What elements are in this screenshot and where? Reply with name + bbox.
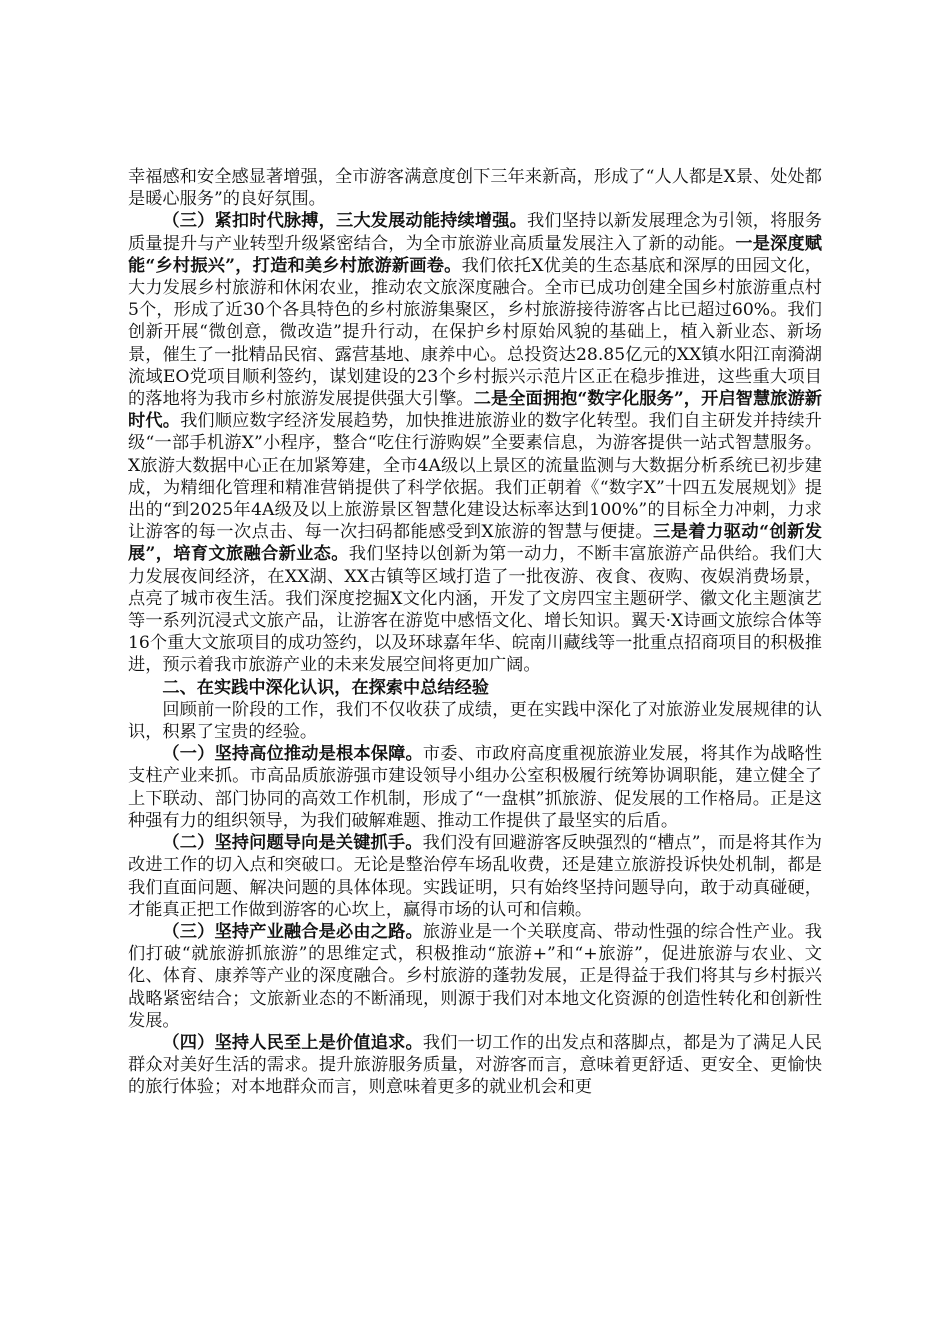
section-subheading: （三）坚持产业融合是必由之路。 (162, 921, 423, 942)
paragraph-text: 我们没有回避游客反映强烈的“槽点”，而是将其作为改进工作的切入点和突破口。无论是整治停车场乱收费，还是建立旅游投诉快处机制，都是我们直面问题、解决问题的具体体现。实践证明，只有始终坚持问题导向，敢于动真碰硬，才能真正把工作做到游客的心坎上，赢得市场的认可和信赖。 (128, 833, 822, 920)
paragraph-review: 回顾前一阶段的工作，我们不仅收获了成绩，更在实践中深化了对旅游业发展规律的认识，积累了宝贵的经验。 (128, 699, 822, 743)
bold-point: 二是全面拥抱“数字化服务”，开启智慧旅游新时代。 (128, 389, 822, 432)
section-subheading: （四）坚持人民至上是价值追求。 (162, 1032, 423, 1053)
section-subheading: （一）坚持高位推动是根本保障。 (162, 744, 423, 765)
paragraph-text: 我们顺应数字经济发展趋势，加快推进旅游业的数字化转型。我们自主研发并持续升级“一部手机游X”小程序，整合“吃住行游购娱”全要素信息，为游客提供一站式智慧服务。X旅游大数据中心正在加紧筹建，全市4A级以上景区的流量监测与大数据分析系统已初步建成，为精细化管理和精准营销提供了科学依据。我们正朝着《“数字X”十四五发展规划》提出的“到2025年4A级及以上旅游景区智慧化建设达标率达到100%”的目标全力冲刺，力求让游客的每一次点击、每一次扫码都能感受到X旅游的智慧与便捷。 (128, 411, 822, 543)
section-heading-two: 二、在实践中深化认识，在探索中总结经验 (162, 677, 489, 698)
paragraph-text: 市委、市政府高度重视旅游业发展，将其作为战略性支柱产业来抓。市高品质旅游强市建设领导小组办公室积极履行统筹协调职能，建立健全了上下联动、部门协同的高效工作机制，形成了“一盘棋”抓旅游、促发展的工作格局。正是这种强有力的组织领导，为我们破解难题、推动工作提供了最坚实的后盾。 (128, 744, 822, 831)
section-subheading: （三）紧扣时代脉搏，三大发展动能持续增强。 (162, 211, 527, 232)
document-page (128, 166, 822, 1099)
paragraph-experience-3 (128, 921, 822, 1032)
paragraph-experience-1 (128, 743, 822, 832)
bold-point: 一是深度赋能“乡村振兴”，打造和美乡村旅游新画卷。 (128, 233, 822, 276)
paragraph-text: 我们依托X优美的生态基底和深厚的田园文化，大力发展乡村旅游和休闲农业，推动农文旅深度融合。全市已成功创建全国乡村旅游重点村5个，形成了近30个各具特色的乡村旅游集聚区，乡村旅游接待游客占比已超过60%。我们创新开展“微创意，微改造”提升行动，在保护乡村原始风貌的基础上，植入新业态、新场景，催生了一批精品民宿、露营基地、康养中心。总投资达28.85亿元的XX镇水阳江南漪湖流域EO党项目顺利签约，谋划建设的23个乡村振兴示范片区正在稳步推进，这些重大项目的落地将为我市乡村旅游发展提供强大引擎。 (128, 255, 822, 410)
paragraph-text: 旅游业是一个关联度高、带动性强的综合性产业。我们打破“就旅游抓旅游”的思维定式，积极推动“旅游+”和“+旅游”，促进旅游与农业、文化、体育、康养等产业的深度融合。乡村旅游的蓬勃发展，正是得益于我们将其与乡村振兴战略紧密结合；文旅新业态的不断涌现，则源于我们对本地文化资源的创造性转化和创新性发展。 (128, 921, 822, 1031)
paragraph-experience-4 (128, 1032, 822, 1099)
paragraph-three-drivers (128, 210, 822, 676)
bold-point: 三是着力驱动“创新发展”，培育文旅融合新业态。 (128, 522, 822, 565)
paragraph-experience-2 (128, 832, 822, 921)
paragraph-continued: 幸福感和安全感显著增强，全市游客满意度创下三年来新高，形成了“人人都是X景、处处都是暖心服务”的良好氛围。 (128, 167, 822, 210)
paragraph-text: 我们坚持以创新为第一动力，不断丰富旅游产品供给。我们大力发展夜间经济，在XX湖、XX古镇等区域打造了一批夜游、夜食、夜购、夜娱消费场景，点亮了城市夜生活。我们深度挖掘X文化内涵，开发了文房四宝主题研学、徽文化主题演艺等一系列沉浸式文旅产品，让游客在游览中感悟文化、增长知识。翼天·X诗画文旅综合体等16个重大文旅项目的成功签约，以及环球嘉年华、皖南川藏线等一批重点招商项目的积极推进，预示着我市旅游产业的未来发展空间将更加广阔。 (128, 544, 822, 676)
section-subheading: （二）坚持问题导向是关键抓手。 (162, 833, 423, 854)
paragraph-text: 我们坚持以新发展理念为引领，将服务质量提升与产业转型升级紧密结合，为全市旅游业高质量发展注入了新的动能。 (128, 211, 822, 254)
paragraph-text: 我们一切工作的出发点和落脚点，都是为了满足人民群众对美好生活的需求。提升旅游服务质量，对游客而言，意味着更舒适、更安全、更愉快的旅行体验；对本地群众而言，则意味着更多的就业机会和更 (128, 1032, 822, 1098)
